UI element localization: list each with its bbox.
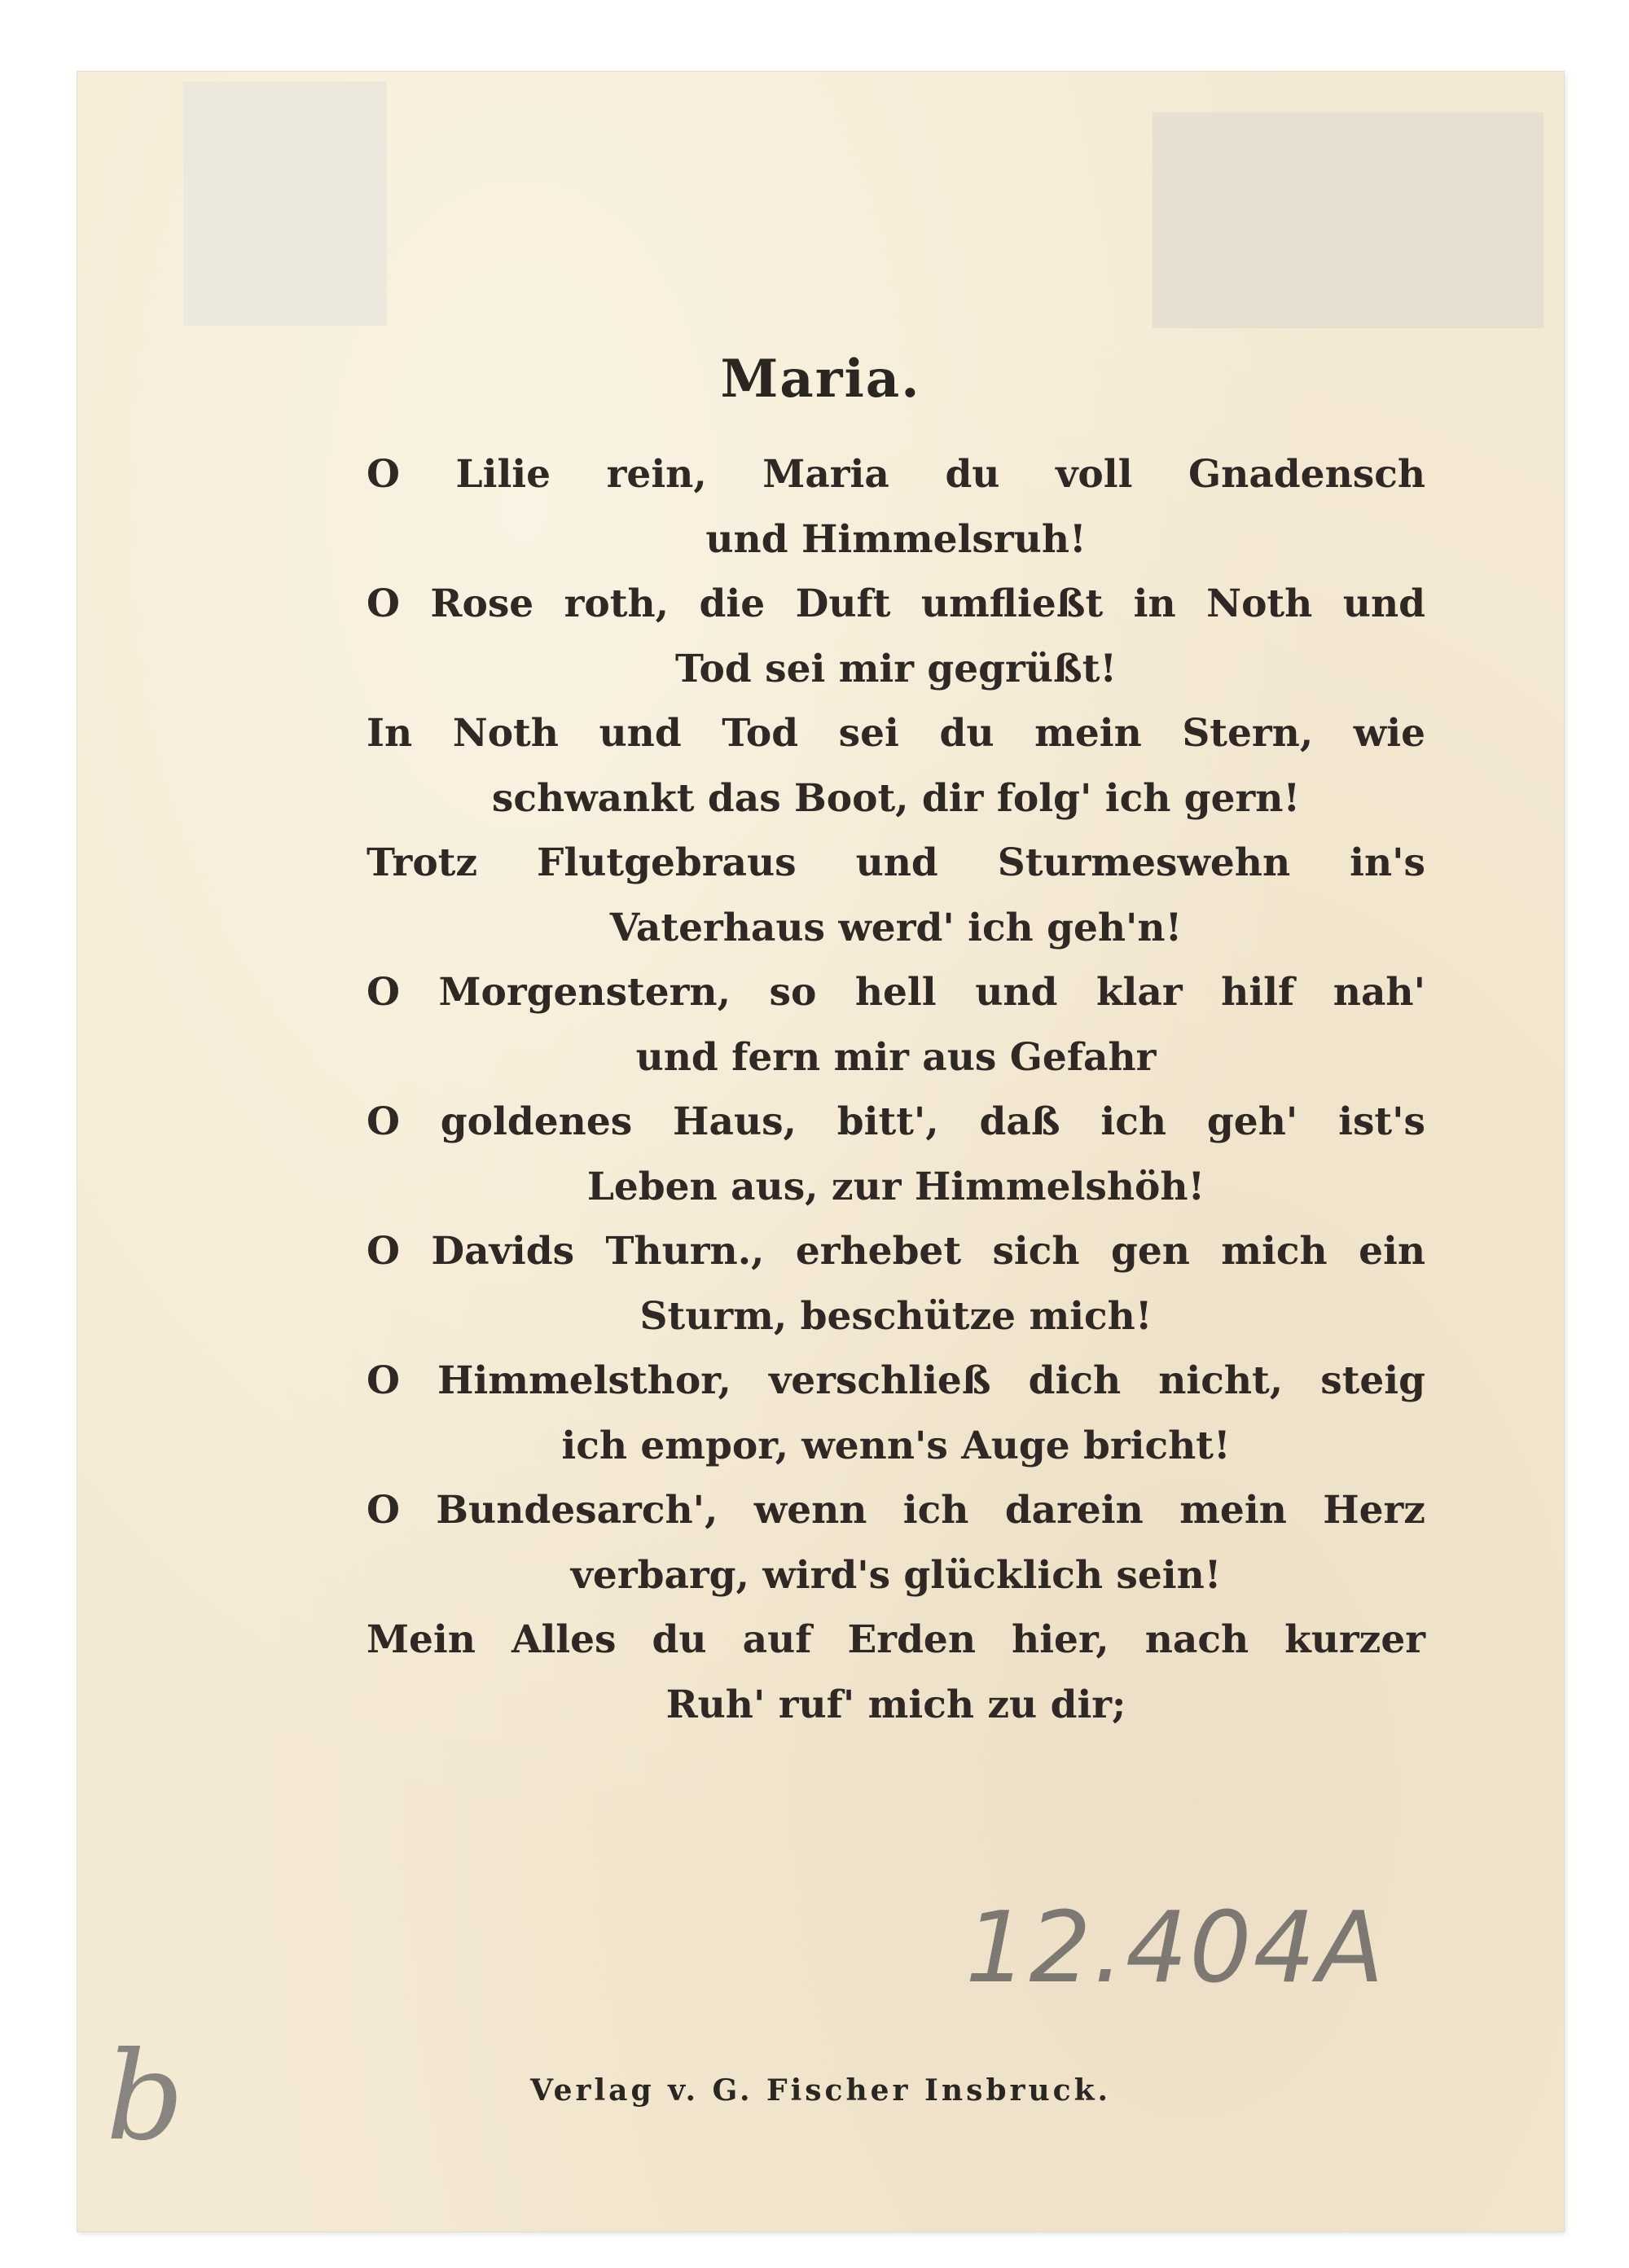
devotional-card — [77, 72, 1564, 2231]
handwritten-letter-mark: b — [106, 2026, 185, 2168]
verse-line: Sturm, beschütze mich! — [639, 1293, 1153, 1339]
verse-line: O goldenes Haus, bitt', daß ich geh' ist's — [367, 1099, 1425, 1144]
verse-line: O Lilie rein, Maria du voll Gnadensch — [367, 452, 1425, 497]
verse-line: O Bundesarch', wenn ich darein mein Herz — [367, 1488, 1425, 1533]
verse-line: schwankt das Boot, dir folg' ich gern! — [491, 775, 1301, 821]
verse-line: ich empor, wenn's Auge bricht! — [561, 1423, 1231, 1468]
verse-line: O Rose roth, die Duft umfließt in Noth und — [367, 581, 1425, 626]
handwritten-inventory-number: 12.404A — [965, 1892, 1385, 2005]
verse-line: O Himmelsthor, verschließ dich nicht, steig — [367, 1358, 1425, 1403]
verse-line: verbarg, wird's glücklich sein! — [570, 1552, 1222, 1598]
tape-residue-right — [1153, 112, 1543, 328]
verse-line: O Davids Thurn., erhebet sich gen mich ein — [367, 1229, 1425, 1274]
poem-body — [367, 442, 1425, 1737]
tape-residue-left — [183, 81, 387, 326]
verse-line: Trotz Flutgebraus und Sturmeswehn in's — [367, 840, 1425, 885]
verse-line: und fern mir aus Gefahr — [635, 1034, 1157, 1080]
poem-title: Maria. — [720, 349, 921, 410]
verse-line: Mein Alles du auf Erden hier, nach kurzer — [367, 1617, 1425, 1662]
verse-line: Vaterhaus werd' ich geh'n! — [609, 905, 1183, 950]
verse-line: Ruh' ruf' mich zu dir; — [665, 1682, 1126, 1727]
verse-line: Tod sei mir gegrüßt! — [674, 646, 1117, 691]
verse-line: O Morgenstern, so hell und klar hilf nah' — [367, 970, 1425, 1015]
publisher-imprint: Verlag v. G. Fischer Insbruck. — [529, 2073, 1112, 2108]
verse-line: In Noth und Tod sei du mein Stern, wie — [367, 711, 1425, 756]
verse-line: Leben aus, zur Himmelshöh! — [586, 1164, 1205, 1209]
verse-line: und Himmelsruh! — [705, 516, 1087, 562]
